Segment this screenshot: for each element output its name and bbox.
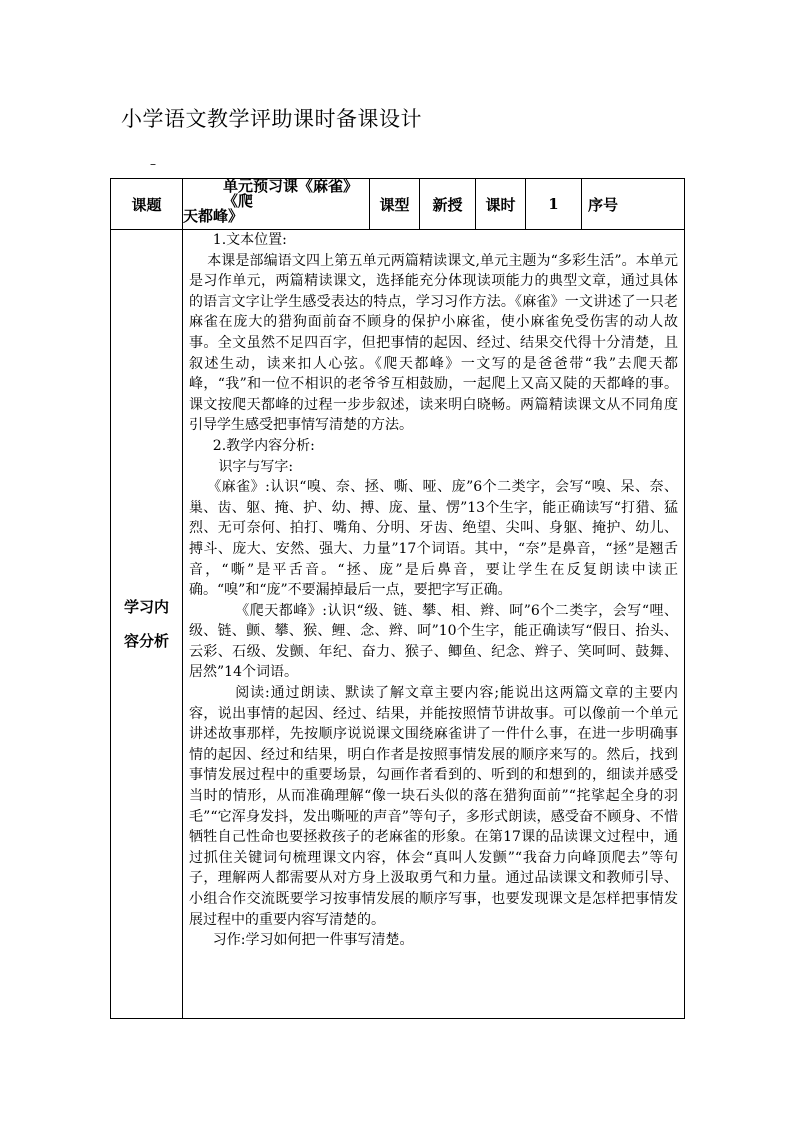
paragraph-tiandufeng-literacy: 《爬天都峰》:认识“级、链、攀、相、辫、呵”6个二类字，会写“哩、级、链、颤、攀、猴、鲤、念、辫、呵”10个生字，能正确读写“假日、抬头、云彩、石级、发颤、年纪、奋力、猴子、鲫鱼、纪念、辫子、笑呵呵、鼓舞、居然”14个词语。 — [189, 602, 678, 681]
paragraph-text-position: 本课是部编语文四上第五单元两篇精读课文,单元主题为“多彩生活”。本单元是习作单元，两篇精读课文，选择能充分体现读项能力的典型文章，通过具体的语言文字让学生感受表达的特点，学习习作方法。《麻雀》一文讲述了一只老麻雀在庞大的猎狗面前奋不顾身的保护小麻雀，使小麻雀免受伤害的动人故事。全文虽然不足四百字，但把事情的起因、经过、结果交代得十分清楚，且叙述生动，读来扣人心弦。《爬天都峰》一文写的是爸爸带“我”去爬天都峰，“我”和一位不相识的老爷爷互相鼓励，一起爬上又高又陡的天都峰的事。课文按爬天都峰的过程一步步叙述，读来明白晓畅。两篇精读课文从不同角度引导学生感受把事情写清楚的方法。 — [189, 252, 678, 434]
table-header-row — [111, 179, 685, 230]
topic-value-line1: 单元预习课《麻雀》《爬 — [223, 177, 359, 210]
analysis-content — [183, 230, 685, 1019]
paragraph-text-position-heading: 1.文本位置: — [212, 232, 287, 248]
paragraph-writing: 习作:学习如何把一件事写清楚。 — [212, 932, 414, 949]
analysis-text — [189, 230, 678, 951]
paragraph-literacy-heading: 识字与写字: — [218, 458, 294, 475]
paragraph-maque-literacy: 《麻雀》:认识“嗅、奈、拯、嘶、哑、庞”6个二类字，会写“嗅、呆、奈、巢、齿、躯、掩、护、幼、搏、庞、量、愣”13个生字，能正确读写“打猎、猛烈、无可奈何、拍打、嘴角、分明、牙齿、绝望、尖叫、身躯、掩护、幼儿、搏斗、庞大、安然、强大、力量”17个词语。其中，“奈”是鼻音，“拯”是翘舌音，“嘶”是平舌音。“拯、庞”是后鼻音，要让学生在反复朗读中读正确。“嗅”和“庞”不要漏掉最后一点，要把字写正确。 — [189, 479, 678, 599]
section-label — [111, 230, 183, 1019]
period-value: 1 — [526, 179, 582, 230]
number-cell — [582, 179, 685, 230]
lesson-plan-table — [110, 178, 685, 1019]
topic-label: 课题 — [111, 179, 183, 230]
paragraph-reading: 阅读:通过朗读、默读了解文章主要内容;能说出这两篇文章的主要内容，说出事情的起因、经过、结果，并能按照情节讲故事。可以像前一个单元讲述故事那样，先按顺序说说课文围绕麻雀讲了一件什么事，在进一步明确事情的起因、经过和结果，明白作者是按照事情发展的顺序来写的。然后，找到事情发展过程中的重要场景，勾画作者看到的、听到的和想到的，细读并感受当时的情形，从而准确理解“像一块石头似的落在猎狗面前”“挓挲起全身的羽毛”“它浑身发抖，发出嘶哑的声音”等句子，多形式朗读，感受奋不顾身、不惜牺牲自己性命也要拯救孩子的老麻雀的形象。在第17课的品读课文过程中，通过抓住关键词句梳理课文内容，体会“真叫人发颤”“我奋力向峰顶爬去”等句子，理解两人都需要从对方身上汲取勇气和力量。通过品读课文和教师引导、小组合作交流既要学习按事情发展的顺序写事，也要发现课文是怎样把事情发展过程中的重要内容写清楚的。 — [189, 685, 678, 928]
type-label: 课型 — [370, 179, 420, 230]
topic-value — [183, 179, 370, 230]
section-label-line2: 容分析 — [123, 632, 169, 650]
type-value: 新授 — [420, 179, 476, 230]
dash-mark: – — [150, 157, 156, 171]
period-label: 课时 — [476, 179, 526, 230]
analysis-row — [111, 230, 685, 1019]
number-label: 序号 — [588, 195, 619, 214]
section-label-line1: 学习内 — [123, 598, 169, 616]
topic-value-line2: 天都峰》 — [183, 207, 244, 225]
paragraph-content-analysis-heading: 2.教学内容分析: — [212, 437, 315, 454]
document-title: 小学语文教学评助课时备课设计 — [121, 107, 422, 131]
